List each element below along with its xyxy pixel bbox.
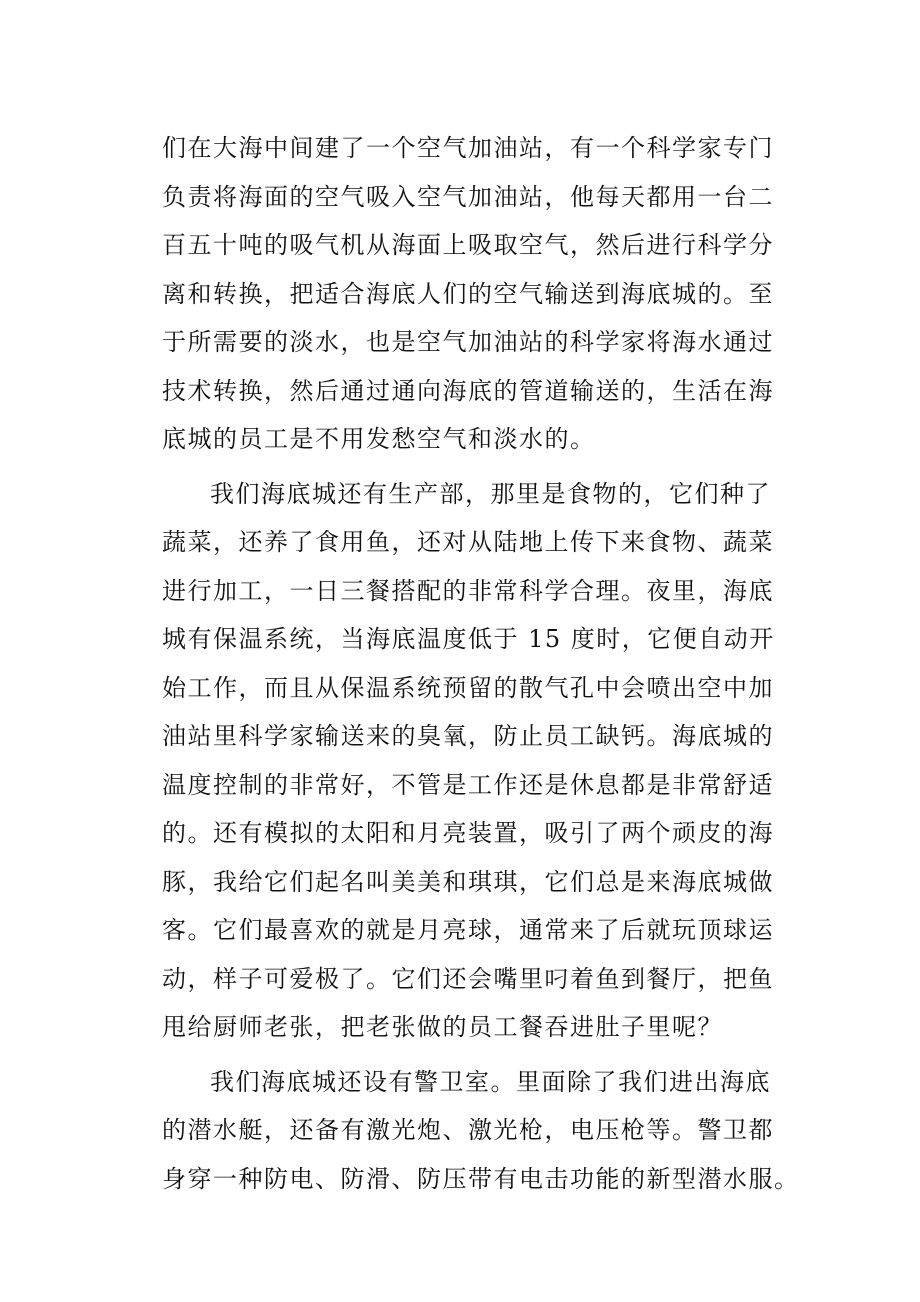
text-line: 城有保温系统，当海底温度低于 15 度时，它便自动开 [162,625,775,653]
text-line: 温度控制的非常好，不管是工作还是休息都是非常舒适 [162,770,774,799]
text-line: 客。它们最喜欢的就是月亮球，通常来了后就玩顶球运 [162,916,774,944]
text-line: 百五十吨的吸气机从海面上吸取空气，然后进行科学分 [162,231,774,259]
text-line: 油站里科学家输送来的臭氧，防止员工缺钙。海底城的 [162,722,774,750]
text-line: 底城的员工是不用发愁空气和淡水的。 [162,425,596,453]
text-line: 技术转换，然后通过通向海底的管道输送的，生活在海 [162,376,774,405]
text-line: 豚，我给它们起名叫美美和琪琪，它们总是来海底城做 [162,867,774,896]
body-text [162,124,800,1203]
text-line: 进行加工，一日三餐搭配的非常科学合理。夜里，海底 [162,576,774,605]
text-line: 甩给厨师老张，把老张做的员工餐吞进肚子里呢？ [162,1013,723,1041]
text-line: 于所需要的淡水，也是空气加油站的科学家将海水通过 [162,328,774,356]
text-line: 身穿一种防电、防滑、防压带有电击功能的新型潜水服。 [162,1164,800,1193]
paragraph-start-line: 我们海底城还有生产部，那里是食物的，它们种了 [210,479,771,508]
text-line: 们在大海中间建了一个空气加油站，有一个科学家专门 [162,134,774,162]
text-line: 的潜水艇，还备有激光炮、激光枪，电压枪等。警卫都 [162,1116,774,1144]
text-line: 负责将海面的空气吸入空气加油站，他每天都用一台二 [162,182,774,211]
text-line: 的。还有模拟的太阳和月亮装置，吸引了两个顽皮的海 [162,819,774,847]
paragraph-start-line: 我们海底城还设有警卫室。里面除了我们进出海底 [210,1067,771,1096]
text-line: 始工作，而且从保温系统预留的散气孔中会喷出空中加 [162,673,774,702]
text-line: 动，样子可爱极了。它们还会嘴里叼着鱼到餐厅，把鱼 [162,964,774,993]
text-line: 蔬菜，还养了食用鱼，还对从陆地上传下来食物、蔬菜 [162,528,774,556]
text-line: 离和转换，把适合海底人们的空气输送到海底城的。至 [162,279,774,308]
